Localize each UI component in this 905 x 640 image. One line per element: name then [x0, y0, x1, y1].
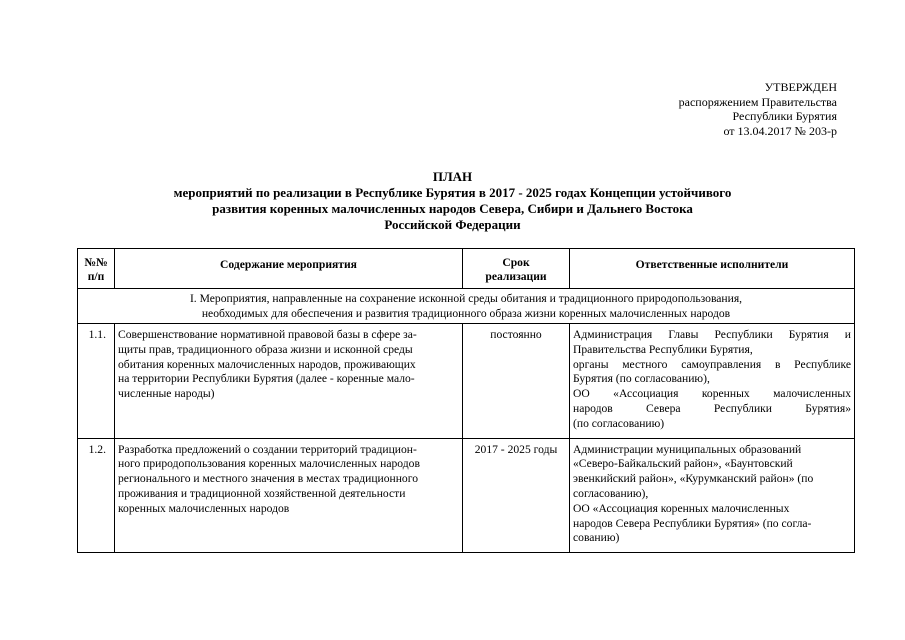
- section-row: [78, 289, 855, 324]
- row-term: 2017 - 2025 годы: [463, 438, 570, 553]
- row-content: Совершенствование нормативной правовой базы в сфере за- щиты прав, традиционного образа жизни и исконной среды обитания коренных малочисленных народов, проживающих на территории Республики Бурятия (далее - коренные мало- численные народы): [115, 324, 463, 439]
- row-content: Разработка предложений о создании территорий традицион- ного природопользования коренных малочисленных народов регионального и местного значения в местах традиционного проживания и традиционной хозяйственной деятельности коренных малочисленных народов: [115, 438, 463, 553]
- section-line-1: I. Мероприятия, направленные на сохранение исконной среды обитания и традиционного природопользования,: [189, 292, 743, 305]
- row-number: 1.2.: [78, 438, 115, 553]
- row-number: 1.1.: [78, 324, 115, 439]
- title-line-2: развития коренных малочисленных народов Севера, Сибири и Дальнего Востока: [212, 201, 693, 216]
- title-line-1: мероприятий по реализации в Республике Бурятия в 2017 - 2025 годах Концепции устойчивого: [173, 185, 732, 200]
- document-title: [0, 169, 905, 233]
- table-header-row: [78, 249, 855, 289]
- header-term: Срок реализации: [463, 249, 570, 289]
- title-heading: ПЛАН: [432, 169, 473, 184]
- row-executors: Администрация Главы Республики Бурятия и Правительства Республики Бурятия, органы местного самоуправления в Республике Бурятия (по согласованию), ОО «Ассоциация коренных малочисленных народов Севера Республики Бурятия» (по согласованию): [570, 324, 855, 439]
- plan-table: [77, 248, 855, 553]
- row-executors: Администрации муниципальных образований «Северо-Байкальский район», «Баунтовский эвенкийский район», «Курумканский район» (по согласованию), ОО «Ассоциация коренных малочисленных народов Севера Республики Бурятия» (по согла- сованию): [570, 438, 855, 553]
- section-heading: [78, 289, 855, 324]
- table-row: [78, 324, 855, 439]
- header-content: Содержание мероприятия: [115, 249, 463, 289]
- header-executors: Ответственные исполнители: [570, 249, 855, 289]
- approval-order: распоряжением Правительства: [678, 94, 837, 109]
- section-line-2: необходимых для обеспечения и развития традиционного образа жизни коренных малочисленных народов: [201, 306, 731, 320]
- row-term: постоянно: [463, 324, 570, 439]
- table-row: [78, 438, 855, 553]
- approval-stamp: [679, 80, 837, 138]
- title-line-3: Российской Федерации: [384, 217, 521, 232]
- approval-republic: Республики Бурятия: [732, 109, 837, 123]
- approval-title: УТВЕРЖДЕН: [764, 80, 837, 94]
- approval-date: от 13.04.2017 № 203-р: [723, 123, 837, 138]
- header-number: №№ п/п: [78, 249, 115, 289]
